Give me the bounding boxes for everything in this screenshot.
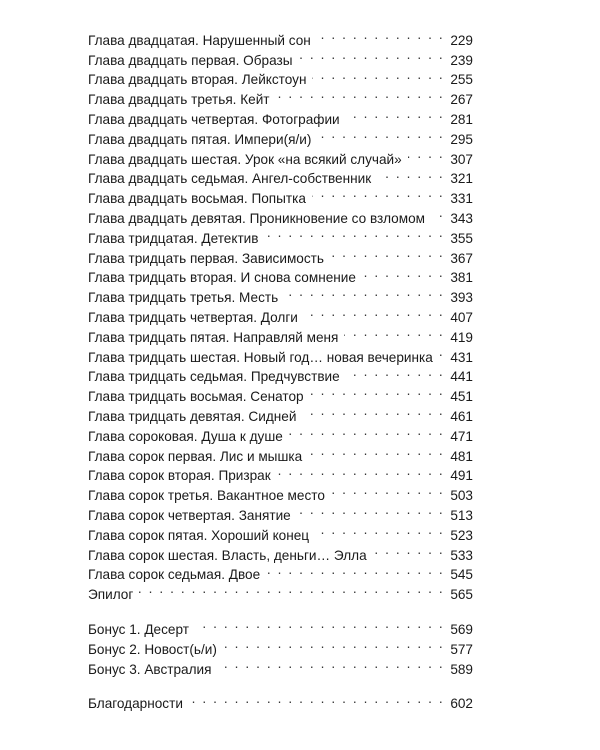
dot-leader [284,282,444,302]
dot-leader [315,520,444,540]
dot-leader [266,560,444,580]
toc-entry-page-number: 407 [450,309,473,325]
dot-leader [277,461,445,481]
toc-entry-title: Эпилог [88,587,134,603]
toc-entry-title: Глава сорок седьмая. Двое [88,567,261,583]
toc-entry-title: Глава тридцать девятая. Сидней [88,408,297,424]
dot-leader [431,203,444,223]
toc-entry-title: Глава сорок пятая. Хороший конец [88,527,310,543]
toc-entry-page-number: 513 [450,507,473,523]
dot-leader [189,689,444,709]
chapters-list [88,25,473,603]
toc-entry-page-number: 481 [450,448,473,464]
toc-entry-title: Глава сорок четвертая. Занятие [88,507,291,523]
dot-leader [331,480,444,500]
toc-entry-title: Глава двадцать третья. Кейт [88,92,270,108]
dot-leader [373,540,445,560]
table-of-contents [88,25,473,712]
dot-leader [346,362,445,382]
dot-leader [302,401,444,421]
dot-leader [265,223,445,243]
toc-entry-page-number: 533 [450,547,473,563]
dot-leader [139,579,444,599]
toc-entry-title: Глава сороковая. Душа к душе [88,428,283,444]
toc-entry-page-number: 503 [450,488,473,504]
dot-leader [344,322,444,342]
toc-entry-page-number: 229 [450,32,473,48]
toc-entry-title: Глава двадцать вторая. Лейкстоун [88,72,307,88]
dot-leader [312,65,444,85]
toc-entry-page-number: 343 [450,210,473,226]
toc-entry-page-number: 381 [450,270,473,286]
dot-leader [276,84,445,104]
dot-leader [317,124,444,144]
toc-entry-title: Глава двадцать первая. Образы [88,52,293,68]
toc-entry-page-number: 569 [450,621,473,637]
toc-entry-title: Глава тридцать шестая. Новый год… новая вечеринка [88,349,433,365]
toc-entry-page-number: 331 [450,191,473,207]
toc-entry-page-number: 267 [450,92,473,108]
toc-entry-title: Глава двадцать восьмая. Попытка [88,191,306,207]
toc-entry-page-number: 367 [450,250,473,266]
toc-entry-page-number: 281 [450,111,473,127]
dot-leader [377,164,444,184]
dot-leader [304,302,444,322]
toc-entry [88,614,473,637]
toc-entry-title: Глава двадцать пятая. Импери(я/и) [88,131,312,147]
dot-leader [310,381,445,401]
dot-leader [195,614,444,634]
toc-entry-page-number: 577 [450,641,473,657]
toc-entry-page-number: 441 [450,369,473,385]
toc-entry-page-number: 451 [450,389,473,405]
toc-entry-title: Глава тридцать первая. Зависимость [88,250,324,266]
toc-entry-page-number: 523 [450,527,473,543]
toc-entry-page-number: 471 [450,428,473,444]
toc-entry-title: Глава тридцатая. Детектив [88,230,259,246]
toc-entry-title: Глава двадцать седьмая. Ангел-собственник [88,171,372,187]
toc-entry-title: Глава двадцать четвертая. Фотографии [88,111,340,127]
toc-entry-page-number: 602 [450,696,473,712]
toc-entry-page-number: 491 [450,468,473,484]
dot-leader [298,45,444,65]
toc-entry-page-number: 393 [450,290,473,306]
dot-leader [408,144,445,164]
dot-leader [297,500,445,520]
toc-entry-title: Глава тридцать седьмая. Предчувствие [88,369,340,385]
toc-entry-title: Глава сорок вторая. Призрак [88,468,271,484]
toc-entry-title: Бонус 3. Австралия [88,661,212,677]
toc-entry-title: Глава сорок третья. Вакантное место [88,488,325,504]
toc-entry-page-number: 295 [450,131,473,147]
bonuses-list [88,614,473,677]
toc-entry-page-number: 461 [450,408,473,424]
dot-leader [362,263,444,283]
toc-entry-title: Глава сорок шестая. Власть, деньги… Элла [88,547,367,563]
dot-leader [312,183,444,203]
toc-entry-page-number: 431 [450,349,473,365]
dot-leader [289,421,445,441]
toc-entry-page-number: 545 [450,567,473,583]
toc-entry-title: Глава двадцать шестая. Урок «на всякий случай» [88,151,402,167]
toc-entry-title: Глава тридцать третья. Месть [88,290,279,306]
toc-entry-page-number: 565 [450,587,473,603]
dot-leader [330,243,444,263]
toc-entry-title: Бонус 1. Десерт [88,621,189,637]
toc-entry-page-number: 355 [450,230,473,246]
dot-leader [218,654,445,674]
toc-entry-page-number: 307 [450,151,473,167]
dot-leader [317,25,445,45]
toc-entry [88,689,473,712]
toc-entry-page-number: 419 [450,329,473,345]
dot-leader [346,104,445,124]
toc-entry-page-number: 321 [450,171,473,187]
toc-entry [88,25,473,48]
toc-entry-title: Глава двадцатая. Нарушенный сон [88,32,311,48]
toc-entry-title: Глава тридцать пятая. Направляй меня [88,329,339,345]
toc-entry-title: Глава сорок первая. Лис и мышка [88,448,303,464]
closing-list [88,689,473,712]
toc-entry-page-number: 589 [450,661,473,677]
toc-entry-title: Благодарности [88,696,183,712]
toc-entry-title: Глава тридцать четвертая. Долги [88,309,298,325]
toc-entry-title: Бонус 2. Новост(ь/и) [88,641,217,657]
toc-entry-title: Глава тридцать восьмая. Сенатор [88,389,304,405]
dot-leader [223,634,444,654]
toc-entry-page-number: 239 [450,52,473,68]
toc-entry-title: Глава тридцать вторая. И снова сомнение [88,270,356,286]
dot-leader [308,441,444,461]
toc-entry-title: Глава двадцать девятая. Проникновение со взломом [88,210,425,226]
toc-entry-page-number: 255 [450,72,473,88]
toc-entry [88,579,473,603]
dot-leader [439,342,444,362]
